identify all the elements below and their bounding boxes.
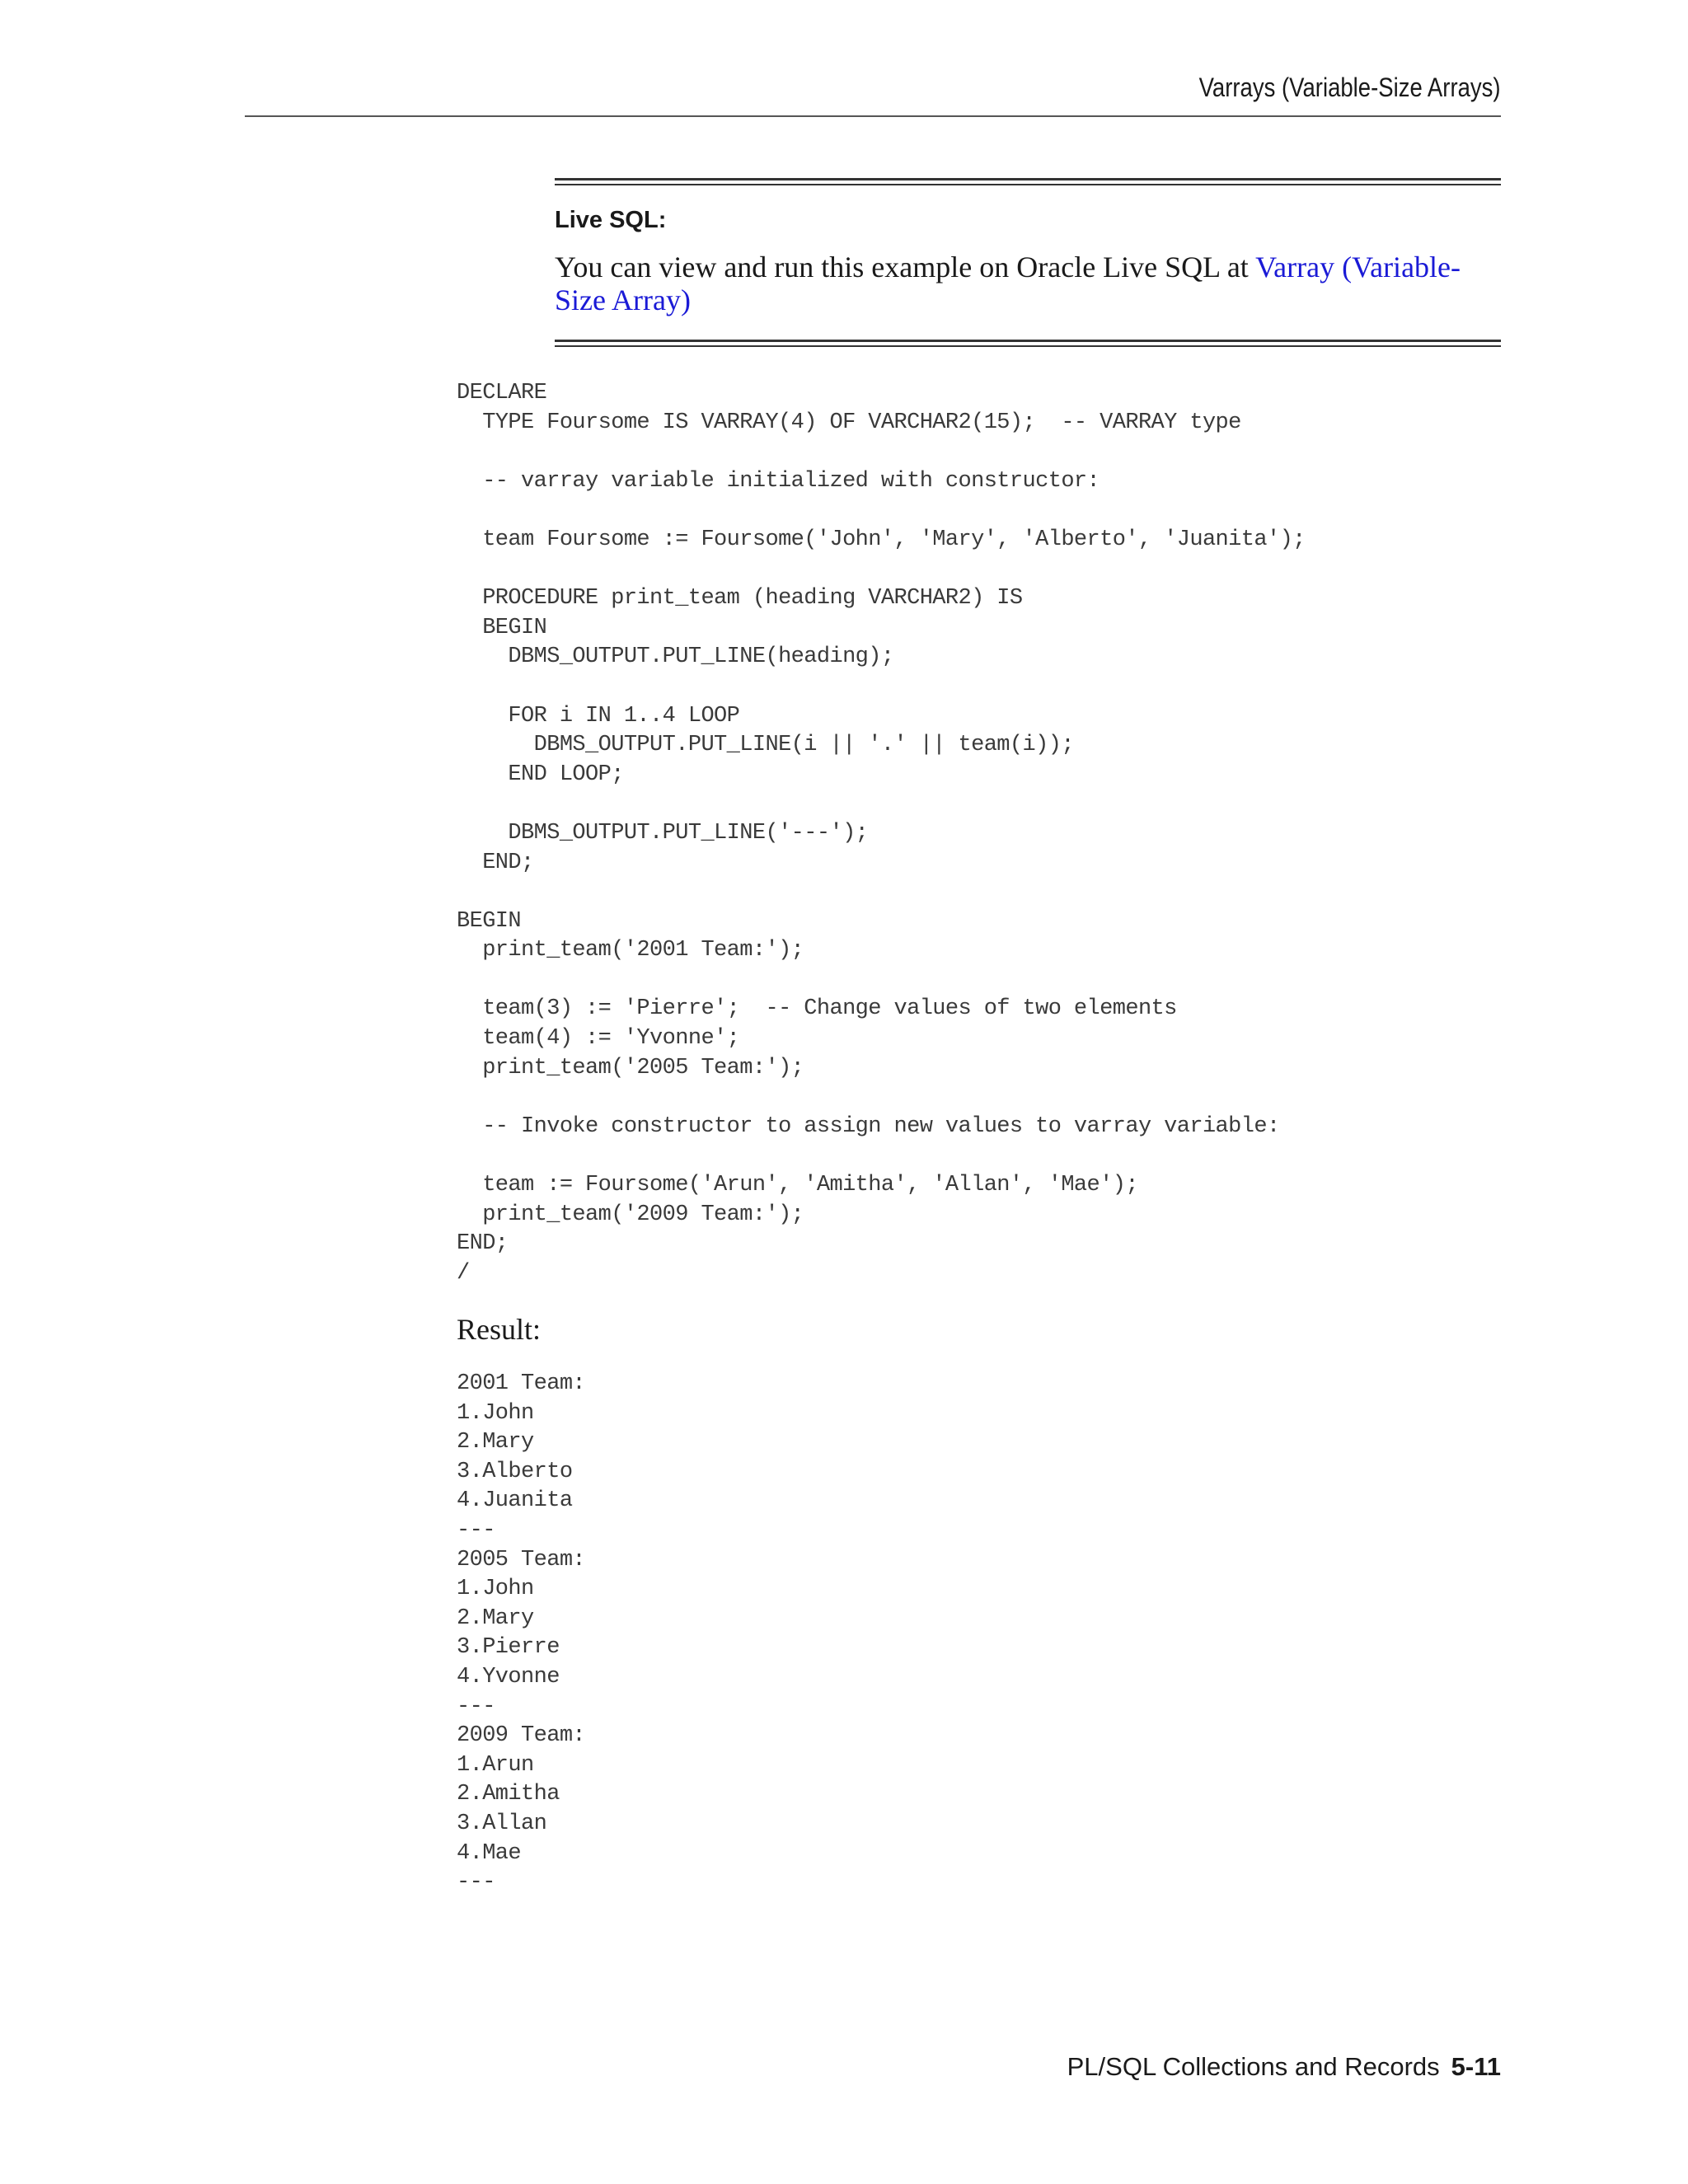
code-example: DECLARE TYPE Foursome IS VARRAY(4) OF VARCHAR2(15); -- VARRAY type -- varray variable initialized with constructor: team Foursome := Foursome('John', 'Mary', 'Alberto', 'Juanita'); PROCEDURE print_team (heading VARCHAR2) IS BEGIN DBMS_OUTPUT.PUT_LINE(heading); FOR i IN 1..4 LOOP DBMS_OUTPUT.PUT_LINE(i || '.' || team(i)); END LOOP; DBMS_OUTPUT.PUT_LINE('---'); END; BEGIN print_team('2001 Team:'); team(3) := 'Pierre'; -- Change values of two elements team(4) := 'Yvonne'; print_team('2005 Team:'); -- Invoke constructor to assign new values to varray variable: team := Foursome('Arun', 'Amitha', 'Allan', 'Mae'); print_team('2009 Team:'); END; / <box>457 381 1306 1286</box>
footer-section-title: PL/SQL Collections and Records <box>1067 2052 1440 2081</box>
note-title: Live SQL: <box>555 207 667 233</box>
live-sql-note <box>555 178 1501 347</box>
note-body-text: You can view and run this example on Oracle Live SQL at <box>555 251 1256 284</box>
live-sql-link[interactable]: Varray (Variable-Size Array) <box>555 251 1461 316</box>
result-label: Result: <box>457 1313 542 1346</box>
note-top-rule <box>555 178 1501 185</box>
code-output: 2001 Team: 1.John 2.Mary 3.Alberto 4.Juanita --- 2005 Team: 1.John 2.Mary 3.Pierre 4.Yvonne --- 2009 Team: 1.Arun 2.Amitha 3.Allan 4.Mae --- <box>457 1371 586 1896</box>
header-rule <box>245 115 1501 117</box>
note-body <box>555 251 1501 316</box>
page-footer <box>1067 2052 1501 2082</box>
running-header-title: Varrays (Variable-Size Arrays) <box>1198 73 1501 102</box>
page-number: 5-11 <box>1451 2052 1501 2081</box>
note-bottom-rule <box>555 340 1501 347</box>
